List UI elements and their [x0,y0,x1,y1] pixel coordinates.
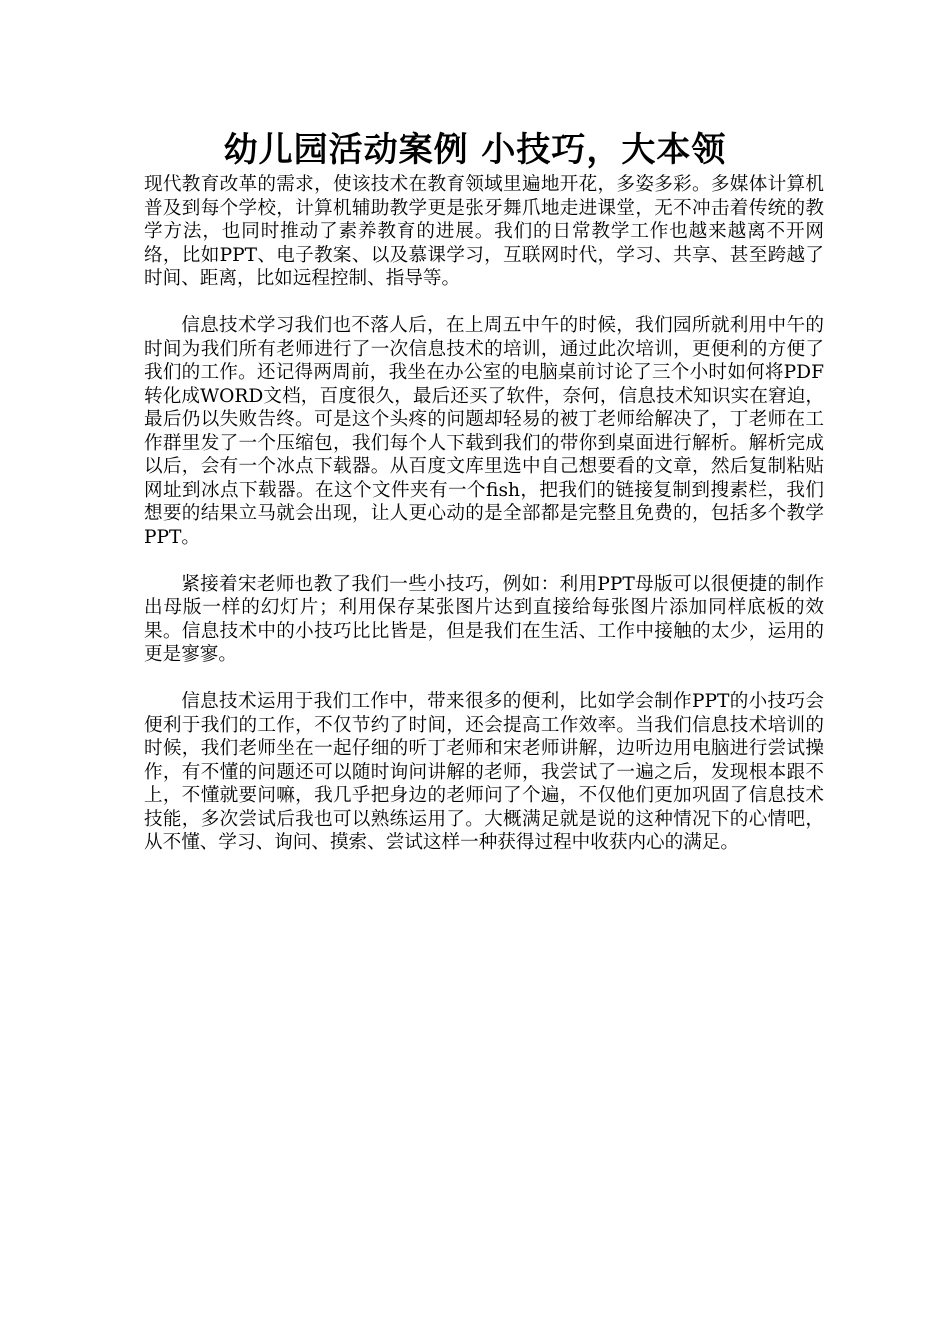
paragraph-3: 紧接着宋老师也教了我们一些小技巧，例如：利用PPT母版可以很便捷的制作出母版一样的幻灯片；利用保存某张图片达到直接给每张图片添加同样底板的效果。信息技术中的小技巧比比皆是，但是我们在生活、工作中接触的太少，运用的更是寥寥。 [144,573,824,665]
paragraph-4: 信息技术运用于我们工作中，带来很多的便利，比如学会制作PPT的小技巧会便利于我们的工作，不仅节约了时间，还会提高工作效率。当我们信息技术培训的时候，我们老师坐在一起仔细的听丁老师和宋老师讲解，边听边用电脑进行尝试操作，有不懂的问题还可以随时询问讲解的老师，我尝试了一遍之后，发现根本跟不上，不懂就要问嘛，我几乎把身边的老师问了个遍，不仅他们更加巩固了信息技术技能，多次尝试后我也可以熟练运用了。大概满足就是说的这种情况下的心情吧，从不懂、学习、询问、摸索、尝试这样一种获得过程中收获内心的满足。 [144,691,824,853]
paragraph-1: 现代教育改革的需求，使该技术在教育领域里遍地开花，多姿多彩。多媒体计算机普及到每个学校，计算机辅助教学更是张牙舞爪地走进课堂，无不冲击着传统的教学方法，也同时推动了素养教育的进展。我们的日常教学工作也越来越离不开网络，比如PPT、电子教案、以及慕课学习，互联网时代，学习、共享、甚至跨越了时间、距离，比如远程控制、指导等。 [144,174,824,289]
document-body [144,173,824,878]
paragraph-2: 信息技术学习我们也不落人后，在上周五中午的时候，我们园所就利用中午的时间为我们所有老师进行了一次信息技术的培训，通过此次培训，更便利的方便了我们的工作。还记得两周前，我坐在办公室的电脑桌前讨论了三个小时如何将PDF转化成WORD文档，百度很久，最后还买了软件，奈何，信息技术知识实在窘迫，最后仍以失败告终。可是这个头疼的问题却轻易的被丁老师给解决了，丁老师在工作群里发了一个压缩包，我们每个人下载到我们的带你到桌面进行解析。解析完成以后，会有一个冰点下载器。从百度文库里选中自己想要看的文章，然后复制粘贴网址到冰点下载器。在这个文件夹有一个fish，把我们的链接复制到搜素栏，我们想要的结果立马就会出现，让人更心动的是全部都是完整且免费的，包括多个教学PPT。 [144,315,824,548]
document-title: 幼儿园活动案例 小技巧，大本领 [223,130,727,170]
